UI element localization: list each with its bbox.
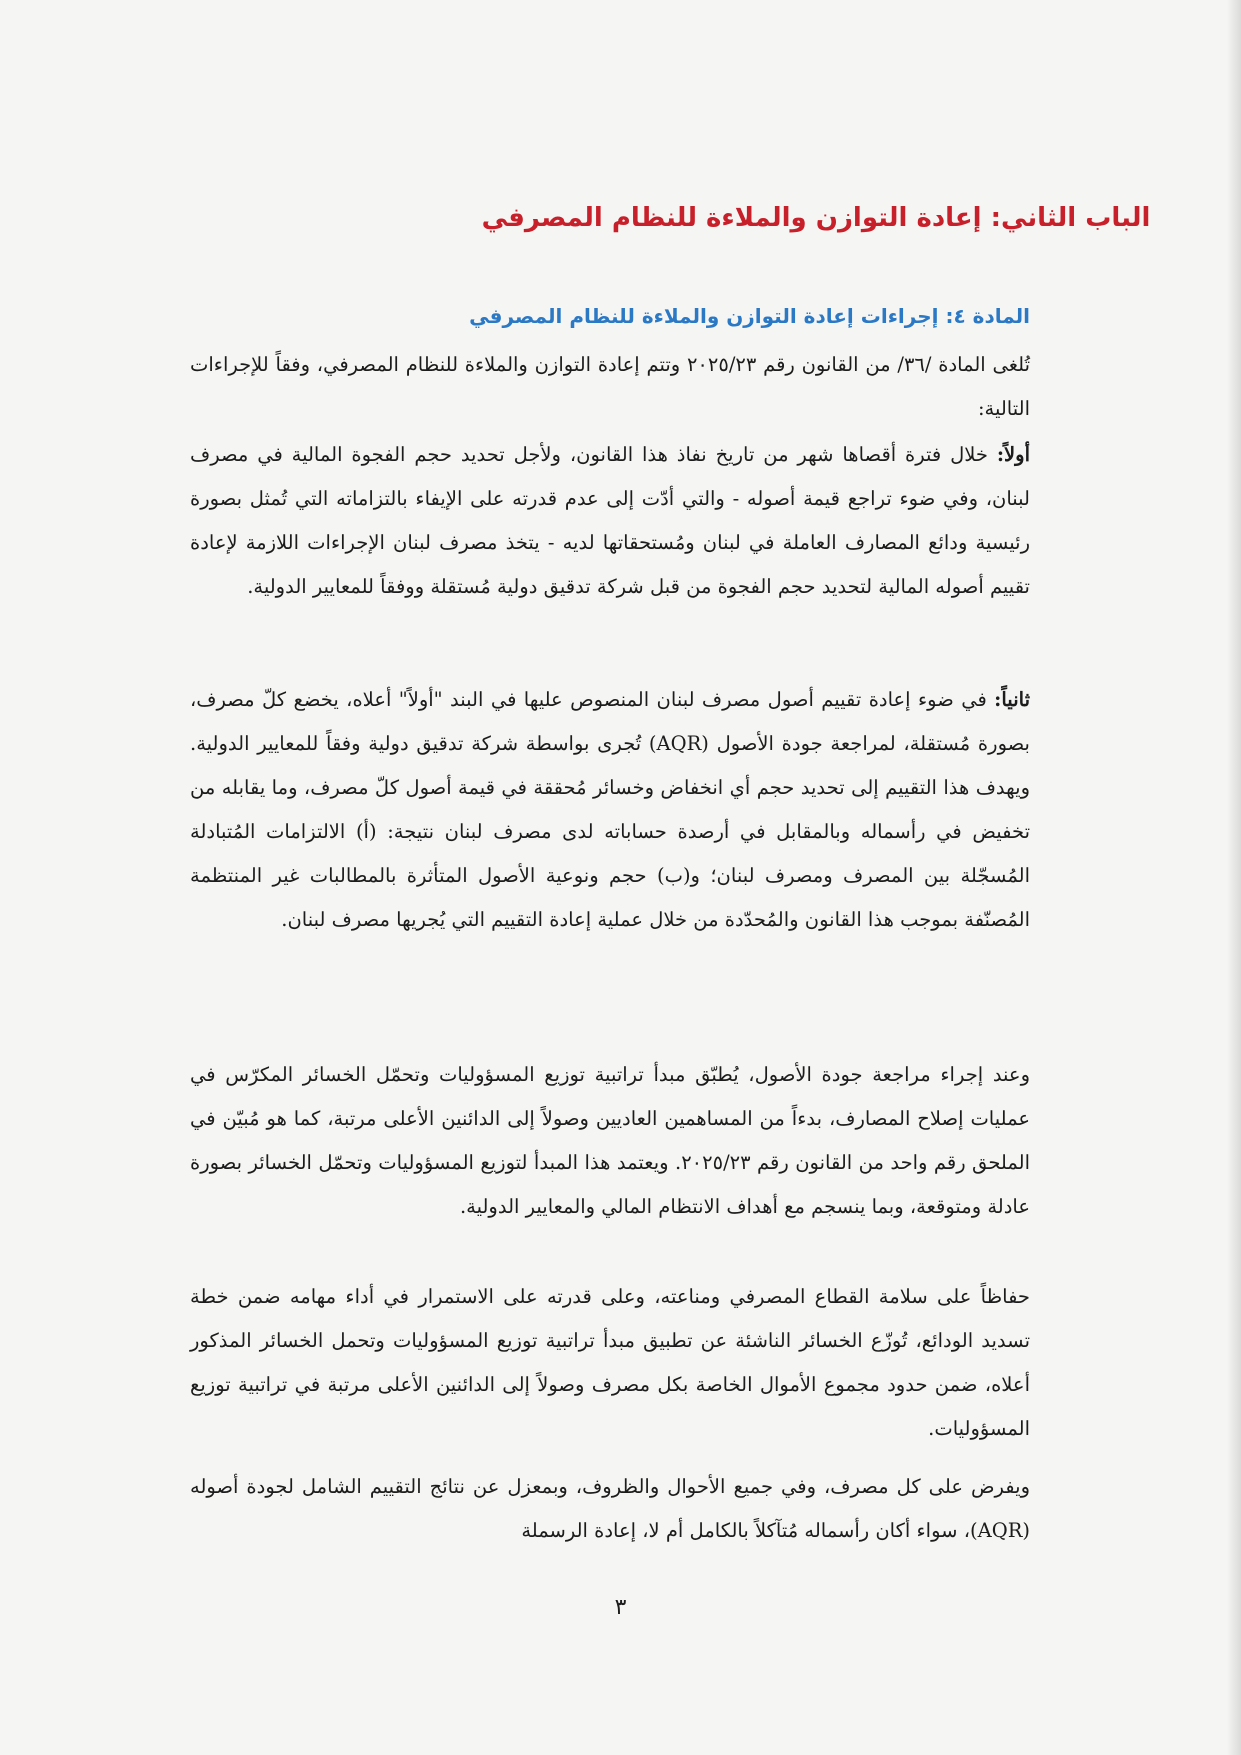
clause-first-text: خلال فترة أقصاها شهر من تاريخ نفاذ هذا القانون، ولأجل تحديد حجم الفجوة المالية في مصرف لبنان، وفي ضوء تراجع قيمة أصوله - والتي أدّت إلى عدم قدرته على الإيفاء بالتزاماته التي تُمثل بصورة رئيسية ودائع المصارف العاملة في لبنان ومُستحقاتها لديه - يتخذ مصرف لبنان الإجراءات اللازمة لإعادة تقييم أصوله المالية لتحديد حجم الفجوة من قبل شركة تدقيق دولية مُستقلة ووفقاً للمعايير الدولية.	[190, 443, 1030, 598]
paragraph-loss-hierarchy: وعند إجراء مراجعة جودة الأصول، يُطبّق مبدأ تراتبية توزيع المسؤوليات وتحمّل الخسائر المكرّس في عمليات إصلاح المصارف، بدءاً من المساهمين العاديين وصولاً إلى الدائنين الأعلى مرتبة، كما هو مُبيّن في الملحق رقم واحد من القانون رقم ٢٠٢٥/٢٣. ويعتمد هذا المبدأ لتوزيع المسؤوليات وتحمّل الخسائر بصورة عادلة ومتوقعة، وبما ينسجم مع أهداف الانتظام المالي والمعايير الدولية.	[190, 1063, 1030, 1218]
clause-first	[190, 433, 1030, 609]
intro-paragraph: تُلغى المادة /٣٦/ من القانون رقم ٢٠٢٥/٢٣ وتتم إعادة التوازن والملاءة للنظام المصرفي، وفقاً للإجراءات التالية:	[190, 353, 1031, 420]
clause-second-text: في ضوء إعادة تقييم أصول مصرف لبنان المنصوص عليها في البند "أولاً" أعلاه، يخضع كلّ مصرف، بصورة مُستقلة، لمراجعة جودة الأصول (AQR) تُجرى بواسطة شركة تدقيق دولية وفقاً للمعايير الدولية. ويهدف هذا التقييم إلى تحديد حجم أي انخفاض وخسائر مُحققة في قيمة أصول كلّ مصرف، وما يقابله من تخفيض في رأسماله وبالمقابل في أرصدة حساباته لدى مصرف لبنان نتيجة: (أ) الالتزامات المُتبادلة المُسجّلة بين المصرف ومصرف لبنان؛ و(ب) حجم ونوعية الأصول المتأثرة بالمطالبات غير المنتظمة المُصنّفة بموجب هذا القانون والمُحدّدة من خلال عملية إعادة التقييم التي يُجريها مصرف لبنان.	[190, 688, 1030, 931]
scan-edge-shadow	[1227, 0, 1241, 1755]
clause-second	[190, 678, 1030, 942]
chapter-title: الباب الثاني: إعادة التوازن والملاءة للنظام المصرفي	[481, 203, 1151, 233]
clause-first-label: أولاً:	[996, 443, 1030, 466]
page-number: ٣	[614, 1595, 627, 1620]
paragraph-sector-safety: حفاظاً على سلامة القطاع المصرفي ومناعته، وعلى قدرته على الاستمرار في أداء مهامه ضمن خطة تسديد الودائع، تُوزّع الخسائر الناشئة عن تطبيق مبدأ تراتبية توزيع المسؤوليات وتحمل الخسائر المذكور أعلاه، ضمن حدود مجموع الأموال الخاصة بكل مصرف وصولاً إلى الدائنين الأعلى مرتبة في تراتبية توزيع المسؤوليات.	[190, 1285, 1030, 1440]
clause-second-label: ثانياً:	[994, 688, 1030, 711]
article-heading: المادة ٤: إجراءات إعادة التوازن والملاءة للنظام المصرفي	[469, 304, 1030, 328]
paragraph-recapitalization: ويفرض على كل مصرف، وفي جميع الأحوال والظروف، وبمعزل عن نتائج التقييم الشامل لجودة أصوله (AQR)، سواء أكان رأسماله مُتآكلاً بالكامل أم لا، إعادة الرسملة	[190, 1475, 1030, 1542]
